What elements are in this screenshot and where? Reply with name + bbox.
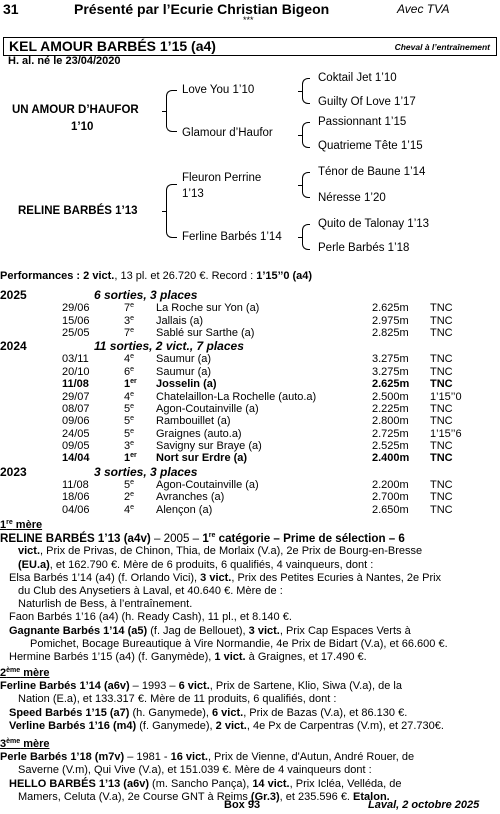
race-date: 15/06 xyxy=(62,314,90,327)
row-spacer xyxy=(0,390,62,402)
race-hippodrome: Josselin (a) xyxy=(156,378,217,391)
race-place: 1er xyxy=(124,452,137,465)
row-spacer xyxy=(0,378,62,390)
row-spacer xyxy=(0,314,62,326)
race-date: 18/06 xyxy=(62,491,90,504)
race-row xyxy=(0,440,480,452)
race-place: 7e xyxy=(124,302,135,315)
row-spacer xyxy=(0,403,62,415)
race-distance: 2.225m xyxy=(372,402,409,415)
race-date: 29/06 xyxy=(62,302,90,315)
race-row xyxy=(0,491,480,503)
race-time: TNC xyxy=(430,365,453,378)
dam-3-line2: Saverne (V.m), Qui Vive (V.a), et 151.039 €. Mère de 4 vainqueurs dont : xyxy=(18,764,372,777)
dam-3-produce-1b: Mamers, Celuta (V.a), 2e Course GNT à Reims (Gr.3), et 235.596 €. Etalon. xyxy=(18,790,390,803)
race-row xyxy=(0,353,480,365)
race-hippodrome: Saumur (a) xyxy=(156,365,212,378)
race-place: 7e xyxy=(124,326,135,339)
race-place: 1er xyxy=(124,378,137,391)
race-hippodrome: Savigny sur Braye (a) xyxy=(156,440,262,453)
row-spacer xyxy=(0,491,62,503)
year-summary: 3 sorties, 3 places xyxy=(94,464,198,479)
dam-brace xyxy=(166,184,177,238)
race-hippodrome: Jallais (a) xyxy=(156,314,204,327)
race-row xyxy=(0,415,480,427)
dam-1-produce-1c: Naturlish de Bess, à l’entraînement. xyxy=(18,598,193,611)
race-time: 1’15’’6 xyxy=(430,427,462,440)
race-place: 5e xyxy=(124,427,135,440)
ggp-3: Passionnant 1’15 xyxy=(318,116,407,128)
ggp-4: Quatrieme Tête 1’15 xyxy=(318,140,423,152)
race-place: 4e xyxy=(124,503,135,516)
race-place: 4e xyxy=(124,353,135,366)
race-row xyxy=(0,403,480,415)
dam-3-produce-1: HELLO BARBÉS 1’13 (a6v) (m. Sancho Pança), 14 vict., Prix Icléa, Velléda, de xyxy=(9,777,402,790)
dam-3-line1: Perle Barbés 1’18 (m7v) – 1981 - 16 vict., Prix de Vienne, d'Autun, André Rouer, de xyxy=(0,751,415,764)
race-distance: 3.275m xyxy=(372,365,409,378)
brace-g2 xyxy=(302,122,310,148)
race-time: TNC xyxy=(430,503,453,516)
race-date: 20/10 xyxy=(62,365,90,378)
row-spacer xyxy=(0,503,62,515)
row-spacer xyxy=(0,440,62,452)
race-date: 08/07 xyxy=(62,402,90,415)
year-label: 2023 xyxy=(0,464,27,479)
presenter: Présenté par l’Ecurie Christian Bigeon xyxy=(74,1,330,17)
dam-2-line2: Nation (E.a), et 133.317 €. Mère de 11 produits, 6 qualifiés, dont : xyxy=(18,693,337,706)
dam-1-produce-1b: du Club des Anysetiers à Laval, et 40.640 €. Mère de : xyxy=(18,585,283,598)
race-date: 03/11 xyxy=(62,353,89,366)
race-hippodrome: Graignes (auto.a) xyxy=(156,427,242,440)
race-date: 29/07 xyxy=(62,390,90,403)
dam-2-line1: Ferline Barbés 1’14 (a6v) – 1993 – 6 vict., Prix de Sartene, Klio, Siwa (V.a), de la xyxy=(0,680,402,693)
grandsire-2: Fleuron Perrine xyxy=(182,172,262,184)
race-row xyxy=(0,314,480,326)
race-hippodrome: Nort sur Erdre (a) xyxy=(156,452,248,465)
year-row xyxy=(0,465,480,479)
dam-1-title: 1re mère xyxy=(0,519,43,531)
race-distance: 2.800m xyxy=(372,415,409,428)
race-time: TNC xyxy=(430,314,453,327)
horse-status: Cheval à l’entraînement xyxy=(394,42,490,52)
dam-1-produce-3: Gagnante Barbés 1’14 (a5) (f. Jag de Bellouet), 3 vict., Prix Cap Espaces Verts à xyxy=(9,624,411,637)
ggp-5: Ténor de Baune 1’14 xyxy=(318,166,426,178)
race-distance: 2.400m xyxy=(372,452,410,465)
race-date: 04/06 xyxy=(62,503,90,516)
race-distance: 2.200m xyxy=(372,478,409,491)
race-row xyxy=(0,428,480,440)
dam-1-line1: RELINE BARBÉS 1’13 (a4v) – 2005 – 1re catégorie – Prime de sélection – 6 xyxy=(0,532,405,546)
race-place: 3e xyxy=(124,314,135,327)
race-time: TNC xyxy=(430,302,453,315)
race-date: 09/06 xyxy=(62,415,90,428)
race-distance: 2.500m xyxy=(372,390,409,403)
race-row xyxy=(0,479,480,491)
row-spacer xyxy=(0,428,62,440)
race-hippodrome: Rambouillet (a) xyxy=(156,415,231,428)
year-label: 2025 xyxy=(0,288,27,302)
race-time: TNC xyxy=(430,415,453,428)
row-spacer xyxy=(0,366,62,378)
ggp-2: Guilty Of Love 1’17 xyxy=(318,96,416,108)
dam-2-produce-2: Verline Barbés 1’16 (m4) (f. Ganymede), 2 vict., 4e Px de Carpentras (V.m), et 27.730€. xyxy=(9,719,444,732)
sire-brace xyxy=(166,90,177,132)
brace-g3 xyxy=(302,172,310,198)
race-place: 5e xyxy=(124,478,135,491)
performance-table xyxy=(0,288,500,516)
race-distance: 2.725m xyxy=(372,427,409,440)
race-place: 5e xyxy=(124,402,135,415)
race-row xyxy=(0,452,480,464)
race-place: 2e xyxy=(124,491,135,504)
race-row xyxy=(0,390,480,402)
race-distance: 2.975m xyxy=(372,314,409,327)
brace-g4 xyxy=(302,224,310,250)
granddam-1: Glamour d’Haufor xyxy=(182,127,273,139)
race-time: 1’15’’0 xyxy=(430,390,462,403)
grandsire-2-record: 1’13 xyxy=(182,188,204,200)
ggp-1: Coktail Jet 1’10 xyxy=(318,72,397,84)
dam-1-section xyxy=(0,519,494,664)
race-hippodrome: Agon-Coutainville (a) xyxy=(156,402,259,415)
dam-3-section xyxy=(0,738,494,804)
race-hippodrome: Agon-Coutainville (a) xyxy=(156,478,259,491)
race-time: TNC xyxy=(430,326,453,339)
race-time: TNC xyxy=(430,378,453,391)
ggp-7: Quito de Talonay 1’13 xyxy=(318,218,430,230)
race-distance: 2.625m xyxy=(372,302,409,315)
ggp-6: Néresse 1’20 xyxy=(318,192,386,204)
dam-1-produce-1: Elsa Barbés 1’14 (a4) (f. Orlando Vici), 3 vict., Prix des Petites Ecuries à Nantes, 2e Prix xyxy=(9,571,442,584)
race-time: TNC xyxy=(430,440,453,453)
stars: *** xyxy=(243,15,254,25)
ggp-8: Perle Barbés 1’18 xyxy=(318,242,410,254)
race-date: 14/04 xyxy=(62,452,90,465)
race-distance: 2.825m xyxy=(372,326,409,339)
race-distance: 2.625m xyxy=(372,378,410,391)
race-date: 09/05 xyxy=(62,440,90,453)
dam-1-line2: vict., Prix de Privas, de Chinon, Thia, de Morlaix (V.a), 2e Prix de Bourg-en-Bresse xyxy=(18,545,423,558)
race-row xyxy=(0,302,480,314)
race-hippodrome: Chatelaillon-La Rochelle (auto.a) xyxy=(156,390,317,403)
dam-name: RELINE BARBÉS 1’13 xyxy=(18,205,138,217)
row-spacer xyxy=(0,452,62,464)
race-distance: 2.650m xyxy=(372,503,409,516)
race-time: TNC xyxy=(430,402,453,415)
sire-record: 1’10 xyxy=(71,121,94,133)
dam-1-produce-3b: Pomichet, Bocage Bureautique à Vire Normandie, 4e Prix de Bidart (V.a), et 66.600 €. xyxy=(30,637,448,650)
place-date: Laval, 2 octobre 2025 xyxy=(368,799,480,811)
race-hippodrome: Avranches (a) xyxy=(156,491,225,504)
race-row xyxy=(0,327,480,339)
horse-details: H. al. né le 23/04/2020 xyxy=(8,55,121,67)
race-row xyxy=(0,503,480,515)
dam-2-section xyxy=(0,667,494,733)
row-spacer xyxy=(0,327,62,339)
year-summary: 6 sorties, 3 places xyxy=(94,288,198,302)
race-hippodrome: Alençon (a) xyxy=(156,503,213,516)
race-place: 5e xyxy=(124,415,135,428)
race-time: TNC xyxy=(430,478,453,491)
race-distance: 2.700m xyxy=(372,491,409,504)
race-row xyxy=(0,378,480,390)
tva-label: Avec TVA xyxy=(397,2,450,16)
row-spacer xyxy=(0,353,62,365)
race-distance: 3.275m xyxy=(372,353,409,366)
race-date: 11/08 xyxy=(62,378,89,391)
dam-2-title: 2ème mère xyxy=(0,667,50,679)
year-label: 2024 xyxy=(0,339,27,354)
dam-2-produce-1: Speed Barbés 1’15 (a7) (h. Ganymede), 6 vict., Prix de Bazas (V.a), et 86.130 €. xyxy=(9,706,408,719)
row-spacer xyxy=(0,302,62,314)
dam-1-produce-4: Hermine Barbés 1’15 (a4) (f. Ganymède), 1 vict. à Graignes, et 17.490 €. xyxy=(9,651,367,664)
race-distance: 2.525m xyxy=(372,440,409,453)
brace-g1 xyxy=(302,78,310,104)
race-time: TNC xyxy=(430,452,453,465)
dam-3-title: 3ème mère xyxy=(0,738,50,750)
year-row xyxy=(0,339,480,353)
horse-name-box xyxy=(3,37,497,56)
race-time: TNC xyxy=(430,491,453,504)
dam-1-line3: (EU.a), et 162.790 €. Mère de 6 produits, 6 qualifiés, 4 vainqueurs, dont : xyxy=(18,558,374,571)
race-place: 6e xyxy=(124,365,135,378)
race-hippodrome: La Roche sur Yon (a) xyxy=(156,302,260,315)
race-hippodrome: Saumur (a) xyxy=(156,353,212,366)
sire-name: UN AMOUR D’HAUFOR xyxy=(12,104,139,116)
race-place: 4e xyxy=(124,390,135,403)
horse-name: KEL AMOUR BARBÉS 1’15 (a4) xyxy=(9,38,216,54)
box-number: Box 93 xyxy=(224,799,261,811)
lot-number: 31 xyxy=(3,1,19,17)
race-date: 24/05 xyxy=(62,427,90,440)
race-date: 25/05 xyxy=(62,326,90,339)
dam-1-produce-2: Faon Barbés 1’16 (a4) (h. Ready Cash), 11 pl., et 8.140 €. xyxy=(9,611,292,624)
race-place: 3e xyxy=(124,440,135,453)
row-spacer xyxy=(0,479,62,491)
year-row xyxy=(0,288,480,302)
race-date: 11/08 xyxy=(62,478,89,491)
performance-summary: Performances : 2 vict., 13 pl. et 26.720 €. Record : 1’15’’0 (a4) xyxy=(0,270,313,282)
row-spacer xyxy=(0,415,62,427)
year-summary: 11 sorties, 2 vict., 7 places xyxy=(94,339,244,354)
race-hippodrome: Sablé sur Sarthe (a) xyxy=(156,326,255,339)
granddam-2: Ferline Barbés 1’14 xyxy=(182,231,282,243)
grandsire-1: Love You 1’10 xyxy=(182,84,255,96)
race-row xyxy=(0,366,480,378)
race-time: TNC xyxy=(430,353,453,366)
